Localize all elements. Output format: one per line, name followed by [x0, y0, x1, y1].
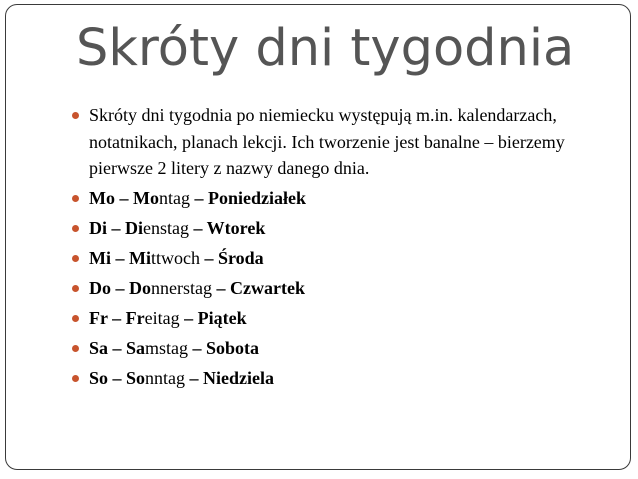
polish-day: Piątek [197, 307, 247, 328]
day-abbr: Mi [89, 247, 111, 268]
list-item-day-4 [72, 305, 592, 331]
day-rest: eitag [144, 307, 180, 328]
day-abbr: Sa [89, 337, 109, 358]
list-item-day-1 [72, 215, 592, 241]
day-prefix: Fr [125, 307, 145, 328]
day-prefix: Sa [126, 337, 146, 358]
day-rest: ntag [159, 187, 190, 208]
polish-day: Środa [218, 247, 264, 268]
day-prefix: Di [125, 217, 143, 238]
day-prefix: Mo [133, 187, 159, 208]
bullet-icon [72, 255, 79, 262]
dash: – [188, 337, 207, 358]
bullet-list [72, 102, 592, 395]
polish-day: Poniedziałek [208, 187, 306, 208]
dash: – [108, 367, 127, 388]
polish-day: Sobota [206, 337, 260, 358]
dash: – [188, 217, 207, 238]
day-abbr: Di [89, 217, 107, 238]
dash: – [211, 277, 230, 298]
bullet-icon [72, 225, 79, 232]
list-item-day-0 [72, 185, 592, 211]
day-rest: ttwoch [151, 247, 200, 268]
list-item-day-3 [72, 275, 592, 301]
intro-text: Skróty dni tygodnia po niemiecku występują m.in. kalendarzach, notatnikach, planach lekcji. Ich tworzenie jest banalne – bierzemy pierwsze 2 litery z nazwy danego dnia. [89, 105, 565, 178]
list-item-day-6 [72, 365, 592, 391]
bullet-icon [72, 315, 79, 322]
dash: – [179, 307, 198, 328]
slide-title: Skróty dni tygodnia [76, 19, 575, 78]
day-prefix: Do [129, 277, 151, 298]
day-rest: mstag [145, 337, 189, 358]
day-abbr: Do [89, 277, 111, 298]
bullet-icon [72, 195, 79, 202]
polish-day: Niedziela [203, 367, 275, 388]
list-item-day-5 [72, 335, 592, 361]
dash: – [108, 337, 127, 358]
dash: – [185, 367, 204, 388]
list-item-day-2 [72, 245, 592, 271]
bullet-icon [72, 375, 79, 382]
dash: – [107, 217, 125, 238]
dash: – [107, 307, 126, 328]
polish-day: Czwartek [229, 277, 305, 298]
day-rest: nnerstag [151, 277, 212, 298]
polish-day: Wtorek [206, 217, 266, 238]
list-item-intro [72, 102, 592, 182]
dash: – [115, 187, 133, 208]
day-abbr: So [89, 367, 109, 388]
day-abbr: Fr [89, 307, 108, 328]
day-rest: nntag [145, 367, 186, 388]
dash: – [111, 277, 129, 298]
bullet-icon [72, 285, 79, 292]
bullet-icon [72, 345, 79, 352]
day-prefix: So [126, 367, 146, 388]
dash: – [111, 247, 129, 268]
day-prefix: Mi [129, 247, 151, 268]
day-rest: enstag [143, 217, 189, 238]
day-abbr: Mo [89, 187, 115, 208]
bullet-icon [72, 112, 79, 119]
dash: – [200, 247, 218, 268]
dash: – [190, 187, 208, 208]
